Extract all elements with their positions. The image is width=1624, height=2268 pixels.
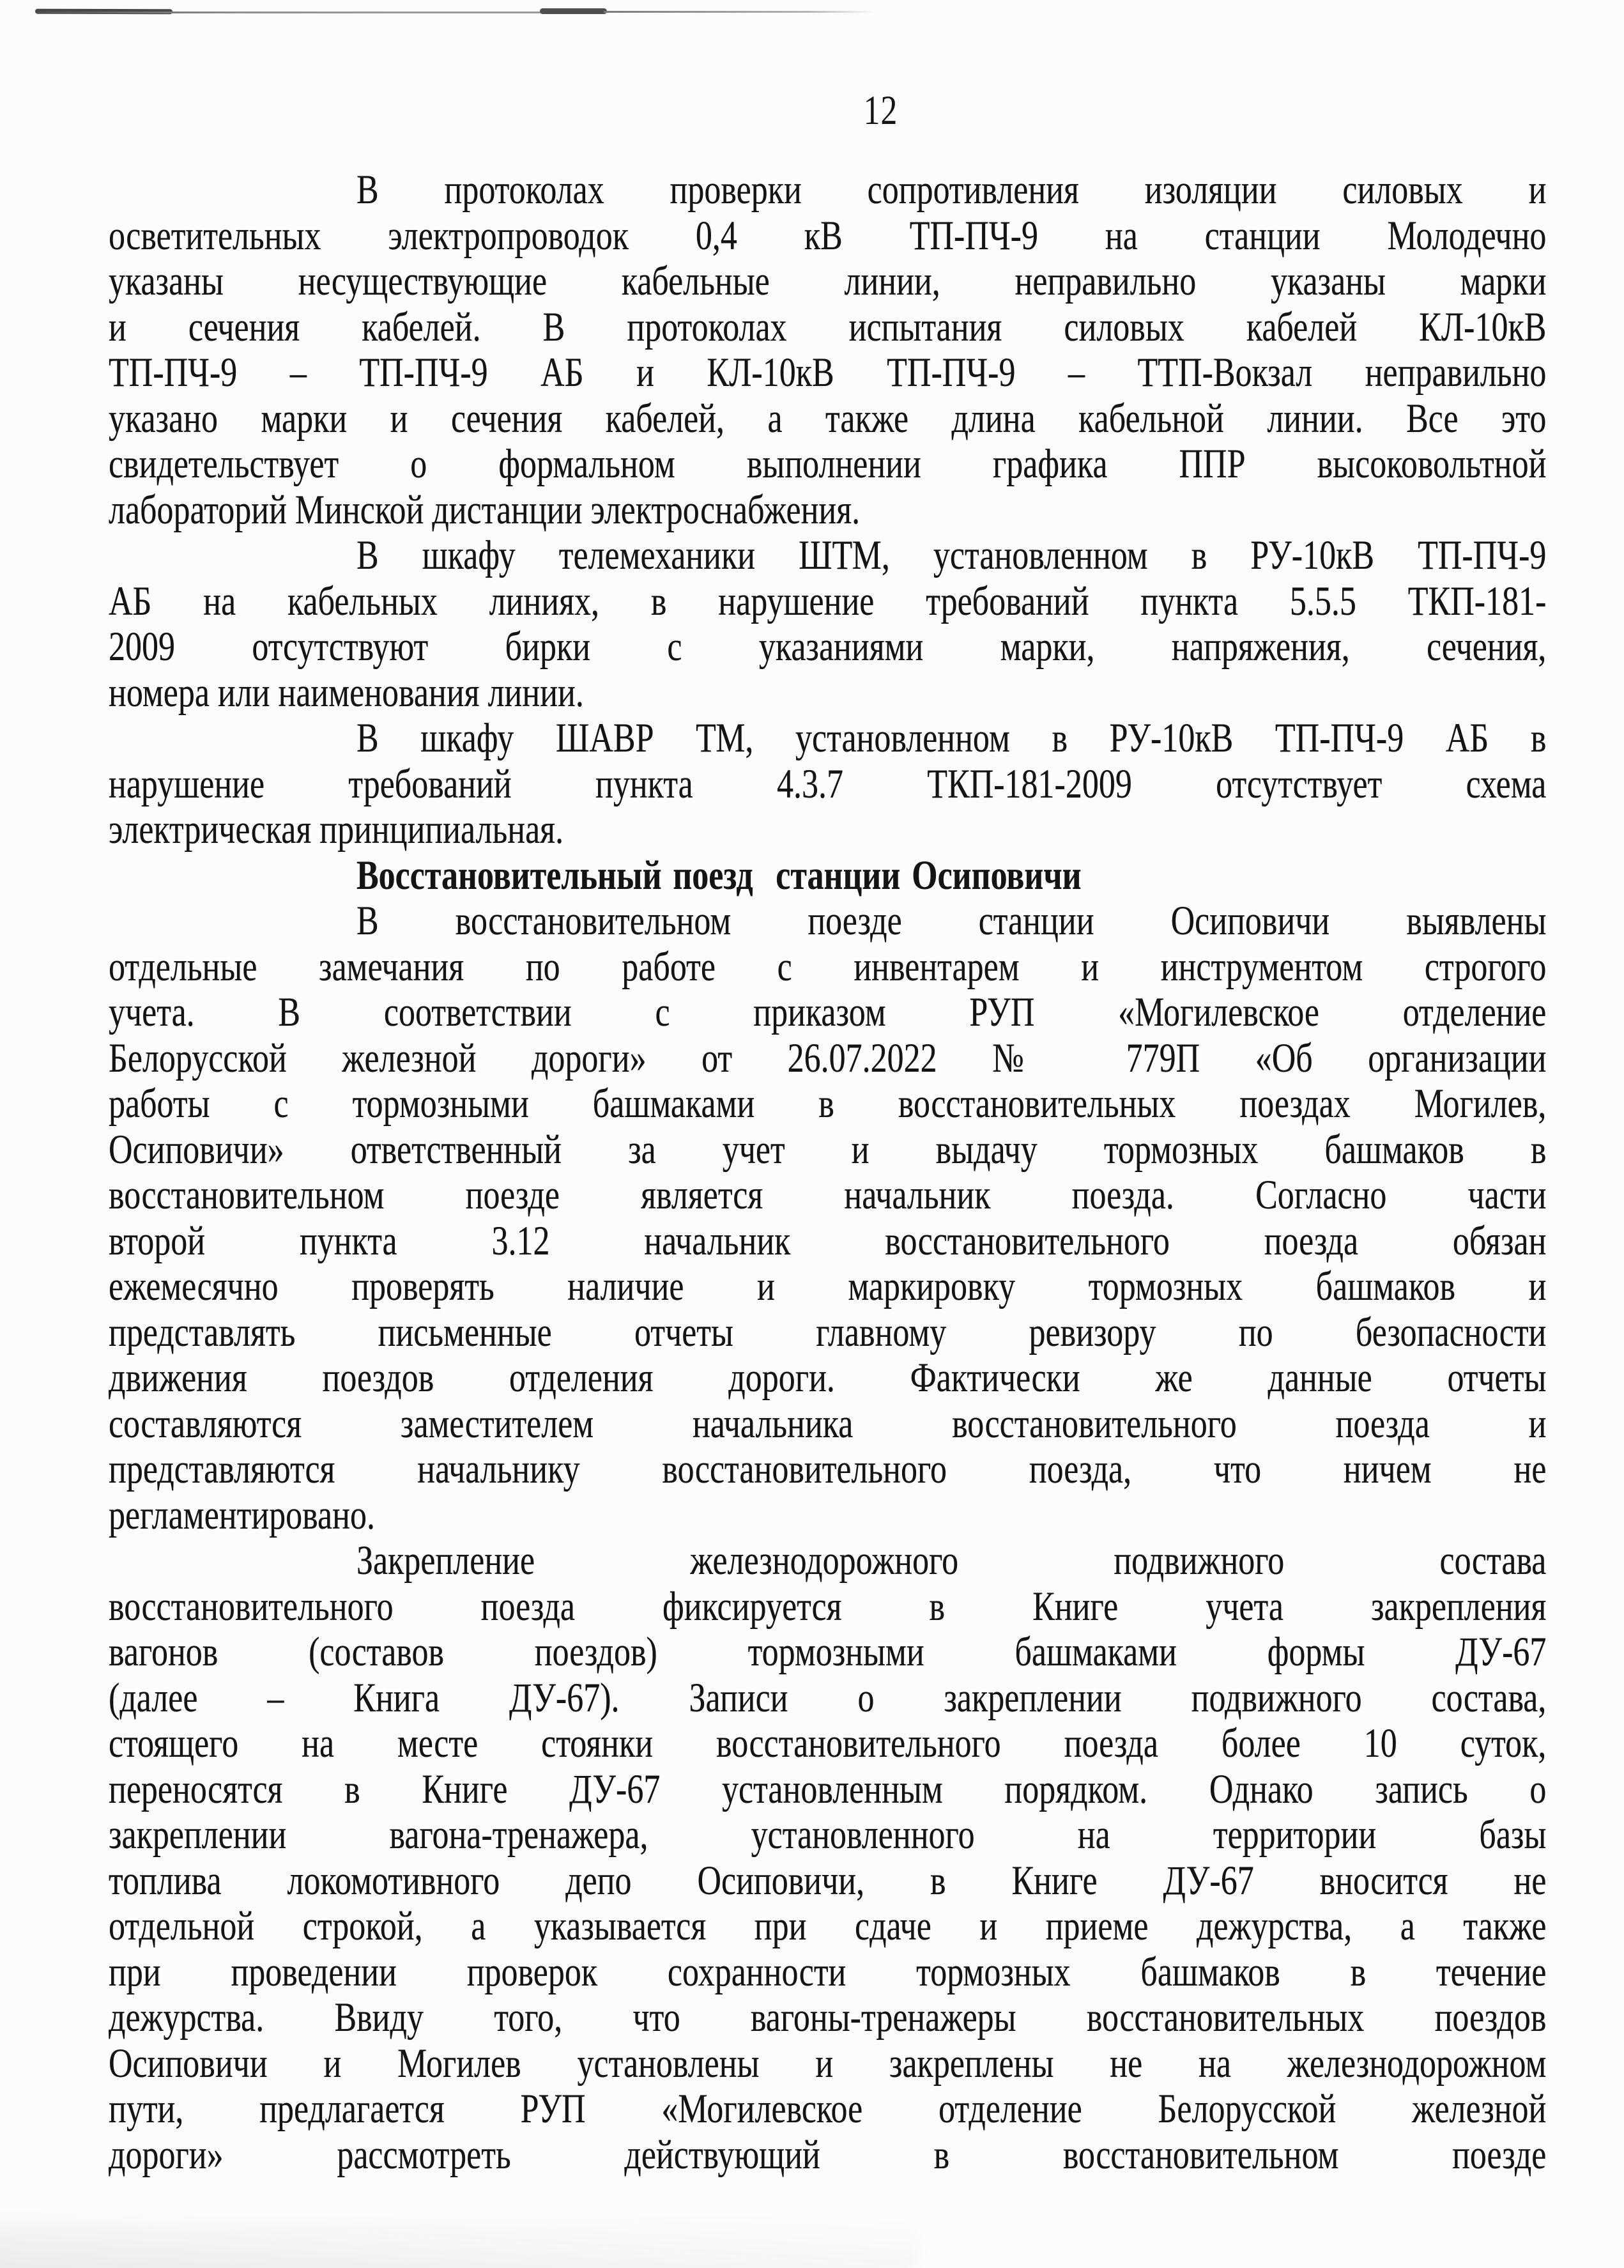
- text-line: второй пункта 3.12 начальник восстановительного поезда обязан: [109, 1218, 1547, 1264]
- text-line: стоящего на месте стоянки восстановительного поезда более 10 суток,: [109, 1721, 1547, 1766]
- text-line: представляются начальнику восстановительного поезда, что ничем не: [109, 1447, 1547, 1492]
- text-line: В восстановительном поезде станции Осиповичи выявлены: [356, 899, 1547, 944]
- text-line: номера или наименования линии.: [109, 670, 584, 716]
- scan-artifact-line-mid: [402, 12, 546, 13]
- text-line: В шкафу телемеханики ШТМ, установленном в РУ-10кВ ТП-ПЧ-9: [356, 533, 1547, 578]
- text-line: переносятся в Книге ДУ-67 установленным порядком. Однако запись о: [109, 1766, 1547, 1812]
- text-line: при проведении проверок сохранности тормозных башмаков в течение: [109, 1949, 1547, 1995]
- text-line: В шкафу ШАВР ТМ, установленном в РУ-10кВ ТП-ПЧ-9 АБ в: [356, 716, 1547, 761]
- text-line: восстановительном поезде является начальник поезда. Согласно части: [109, 1173, 1547, 1218]
- page-number: 12: [863, 88, 898, 134]
- text-line: учета. В соответствии с приказом РУП «Могилевское отделение: [109, 990, 1547, 1035]
- section-heading: Восстановительный поезд станции Осиповичи: [356, 852, 1082, 899]
- text-line: указаны несуществующие кабельные линии, неправильно указаны марки: [109, 259, 1547, 304]
- text-line: составляются заместителем начальника восстановительного поезда и: [109, 1401, 1547, 1447]
- text-line: дежурства. Ввиду того, что вагоны-тренажеры восстановительных поездов: [109, 1995, 1547, 2040]
- document-text: [109, 167, 1546, 2178]
- scan-artifact-streak-dark: [35, 9, 172, 15]
- text-line: Осиповичи и Могилев установлены и закреплены не на железнодорожном: [109, 2040, 1547, 2087]
- text-line: восстановительного поезда фиксируется в Книге учета закрепления: [109, 1584, 1547, 1630]
- text-line: и сечения кабелей. В протоколах испытания силовых кабелей КЛ-10кВ: [109, 304, 1547, 350]
- text-line: отдельной строкой, а указывается при сдаче и приеме дежурства, а также: [109, 1904, 1547, 1949]
- text-line: закреплении вагона-тренажера, установленного на территории базы: [109, 1812, 1547, 1858]
- text-line: В протоколах проверки сопротивления изоляции силовых и: [356, 167, 1547, 213]
- scan-artifact-blob: [540, 8, 607, 14]
- text-line: Закрепление железнодорожного подвижного состава: [356, 1538, 1547, 1584]
- text-line: представлять письменные отчеты главному ревизору по безопасности: [109, 1309, 1547, 1355]
- text-line: электрическая принципиальная.: [109, 807, 564, 852]
- text-line: Осиповичи» ответственный за учет и выдачу тормозных башмаков в: [109, 1127, 1547, 1173]
- text-line: Белорусской железной дороги» от 26.07.2022 № 779П «Об организации: [109, 1035, 1547, 1081]
- scan-artifact-line-left: [37, 12, 404, 13]
- text-line: (далее – Книга ДУ-67). Записи о закреплении подвижного состава,: [109, 1675, 1547, 1721]
- text-line: отдельные замечания по работе с инвентарем и инструментом строгого: [109, 944, 1547, 990]
- text-line: нарушение требований пункта 4.3.7 ТКП-181-2009 отсутствует схема: [109, 761, 1547, 807]
- text-line: движения поездов отделения дороги. Фактически же данные отчеты: [109, 1355, 1547, 1401]
- text-line: свидетельствует о формальном выполнении графика ППР высоковольтной: [109, 442, 1547, 487]
- text-line: вагонов (составов поездов) тормозными башмаками формы ДУ-67: [109, 1630, 1547, 1675]
- text-line: регламентировано.: [109, 1492, 375, 1538]
- text-line: АБ на кабельных линиях, в нарушение требований пункта 5.5.5 ТКП-181-: [109, 578, 1547, 624]
- scan-artifact-smudge: [0, 2221, 920, 2268]
- scan-artifact-line-right: [604, 11, 875, 13]
- text-line: топлива локомотивного депо Осиповичи, в Книге ДУ-67 вносится не: [109, 1858, 1547, 1904]
- text-line: лабораторий Минской дистанции электроснабжения.: [109, 487, 861, 533]
- text-line: 2009 отсутствуют бирки с указаниями марки, напряжения, сечения,: [109, 624, 1547, 670]
- text-line: ежемесячно проверять наличие и маркировку тормозных башмаков и: [109, 1264, 1547, 1309]
- text-line: осветительных электропроводок 0,4 кВ ТП-ПЧ-9 на станции Молодечно: [109, 213, 1547, 259]
- text-line: ТП-ПЧ-9 – ТП-ПЧ-9 АБ и КЛ-10кВ ТП-ПЧ-9 – ТТП-Вокзал неправильно: [109, 350, 1547, 396]
- text-line: пути, предлагается РУП «Могилевское отделение Белорусской железной: [109, 2087, 1547, 2132]
- text-line: указано марки и сечения кабелей, а также длина кабельной линии. Все это: [109, 396, 1547, 442]
- text-line: работы с тормозными башмаками в восстановительных поездах Могилев,: [109, 1081, 1547, 1127]
- text-line: дороги» рассмотреть действующий в восстановительном поезде: [109, 2132, 1547, 2178]
